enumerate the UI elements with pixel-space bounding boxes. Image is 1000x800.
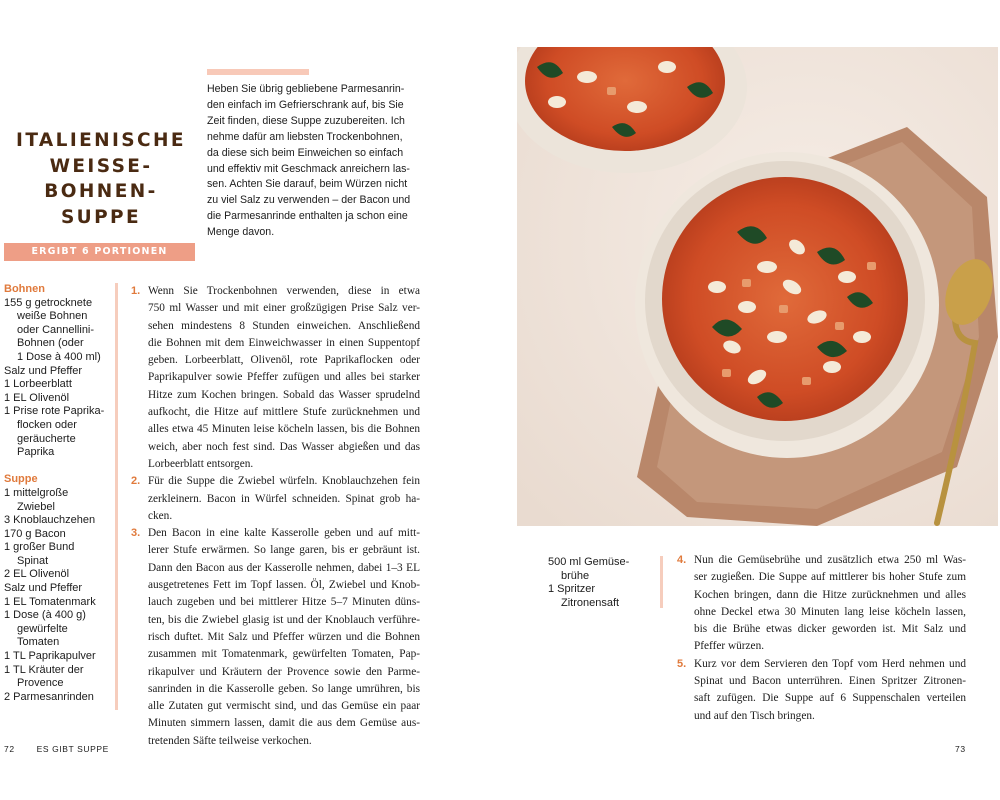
- step: 2. Für die Suppe die Zwiebel würfeln. Knoblauchzehen fein zerkleinern. Bacon in Würfel schneiden. Spinat grob ha- cken.: [131, 475, 420, 522]
- ingredient-item: 155 g getrocknete weiße Bohnen oder Cannellini- Bohnen (oder 1 Dose à 400 ml): [4, 296, 101, 363]
- ingredient-item: Salz und Pfeffer: [4, 364, 83, 377]
- step-number: 2.: [131, 475, 141, 488]
- intro-line: die Parmesanrinde enthalten ja schon eine: [207, 210, 408, 223]
- intro-line: da diese sich beim Einweichen so einfach: [207, 146, 404, 159]
- ingredient-item: 1 TL Kräuter der Provence: [4, 663, 84, 690]
- title-line: WEISSE-: [49, 155, 153, 177]
- ingredient-item: 1 Lorbeerblatt: [4, 378, 72, 391]
- ingredient-item: 1 Spritzer Zitronensaft: [548, 583, 620, 609]
- footer-left: [4, 744, 109, 754]
- step: 5. Kurz vor dem Servieren den Topf vom Herd nehmen und Spinat und Bacon unterrühren. Einen Spritzer Zitronen- saft zufügen. Die Suppe auf 6 Suppenschalen verteilen und auf den Tisch bringen.: [677, 657, 966, 722]
- intro-line: Heben Sie übrig gebliebene Parmesanrin-: [207, 83, 405, 95]
- intro-line: sen. Achten Sie darauf, beim Würzen nicht: [207, 178, 408, 191]
- page-number-right: 73: [955, 744, 966, 754]
- intro-line: den einfach im Gefrierschrank auf, bis Sie: [207, 98, 404, 111]
- servings-band: ERGIBT 6 PORTIONEN: [4, 243, 195, 261]
- ingredient-item: 1 Dose (à 400 g) gewürfelte Tomaten: [4, 609, 86, 649]
- soup-bowls-illustration: [517, 47, 998, 526]
- ingredient-item: 1 EL Olivenöl: [4, 391, 70, 404]
- step: 4. Nun die Gemüsebrühe und zusätzlich etwa 250 ml Was- ser zugießen. Die Suppe auf mittlerer bis hoher Stufe zum Kochen bringen, dann die Hitze zurücknehmen und alles ohne Deckel etwa 30 Minuten lang leise köcheln lassen, bis die Brühe etwas dicker geworden ist. Mit Salz und Pfeffer würzen.: [677, 554, 966, 653]
- step-number: 1.: [131, 285, 141, 297]
- title-line: BOHNEN-SUPPE: [44, 181, 158, 228]
- ingredient-item: 2 Parmesanrinden: [4, 690, 94, 703]
- title-line: ITALIENISCHE: [16, 130, 186, 151]
- column-divider: [115, 283, 118, 710]
- ingredients-heading-beans: Bohnen: [4, 283, 45, 295]
- step-number: 4.: [677, 554, 687, 566]
- soup-photo: [517, 47, 998, 526]
- steps-right: [679, 552, 966, 725]
- ingredients-list-right: [548, 556, 658, 610]
- intro-line: nehme dafür am liebsten Trockenbohnen,: [207, 130, 403, 143]
- step-number: 5.: [677, 657, 687, 670]
- ingredient-item: 1 Prise rote Paprika- flocken oder geräucherte Paprika: [4, 405, 105, 459]
- recipe-intro: [207, 82, 425, 241]
- ingredient-item: 3 Knoblauchzehen: [4, 514, 96, 527]
- column-divider-right: [660, 556, 663, 608]
- step: 1. Wenn Sie Trockenbohnen verwenden, diese in etwa 750 ml Wasser und mit einer großzügigen Prise Salz ver- sehen mindestens 8 Stunden einweichen. Anschließend die Bohnen mit dem Einweichwasser in einen Suppentopf geben. Lorbeerblatt, Olivenöl, rote Paprikaflocken oder Paprikapulver sowie Pfeffer zufügen und alles bei starker Hitze zum Kochen bringen. Sobald das Wasser sprudelnd aufkocht, die Hitze auf mittlere Stufe zurücknehmen und alles etwa 45 Minuten leise köcheln lassen, bis die Bohnen weich, aber noch fest sind. Das Wasser abgießen und das Lorbeerblatt entsorgen.: [131, 285, 420, 470]
- page-number-left: 72: [4, 744, 15, 754]
- intro-line: Menge davon.: [207, 226, 275, 239]
- ingredient-item: 1 EL Tomatenmark: [4, 595, 96, 608]
- intro-accent-bar: [207, 69, 309, 75]
- ingredient-item: 1 mittelgroße Zwiebel: [4, 486, 69, 513]
- ingredients-list: [4, 283, 124, 704]
- ingredient-item: Salz und Pfeffer: [4, 582, 83, 595]
- recipe-title: [10, 128, 192, 230]
- section-name: ES GIBT SUPPE: [36, 744, 109, 754]
- intro-line: zu viel Salz zu verwenden – der Bacon und: [207, 194, 411, 207]
- intro-line: und effektiv mit Geschmack anreichern las-: [207, 162, 410, 175]
- step-number: 3.: [131, 527, 141, 540]
- ingredient-item: 1 TL Paprikapulver: [4, 650, 96, 663]
- step: 3. Den Bacon in eine kalte Kasserolle geben und auf mitt- lerer Stufe erwärmen. So lange garen, bis er gebräunt ist. Dann den Bacon aus der Kasserolle nehmen, dabei 1–3 EL ausgetretenes Fett im Topf lassen. Öl, Zwiebel und Knob- lauch zugeben und bei mittlerer Hitze 5–7 Minuten düns- ten, bis die Zwiebel glasig ist und der Knoblauch verführe- risch duftet. Mit Salz und Pfeffer würzen und die Bohnen zusammen mit Tomatenmark, gewürfelten Tomaten, Pap- rikapulver und Kräutern der Provence sowie den Parme- sanrinden in die Kasserolle geben. So lange umrühren, bis alle Zutaten gut vermischt sind, und das Gemüse ein paar Minuten simmern lassen, damit die aus dem Gemüse aus- tretenden Säfte teilweise verkochen.: [131, 527, 420, 747]
- intro-line: Zeit finden, diese Suppe zuzubereiten. Ich: [207, 114, 405, 127]
- steps-left: [133, 283, 420, 750]
- ingredient-item: 1 großer Bund Spinat: [4, 541, 75, 567]
- ingredients-heading-soup: Suppe: [4, 473, 38, 486]
- ingredient-item: 2 EL Olivenöl: [4, 568, 70, 581]
- ingredient-item: 170 g Bacon: [4, 527, 66, 540]
- ingredient-item: 500 ml Gemüse- brühe: [548, 556, 630, 582]
